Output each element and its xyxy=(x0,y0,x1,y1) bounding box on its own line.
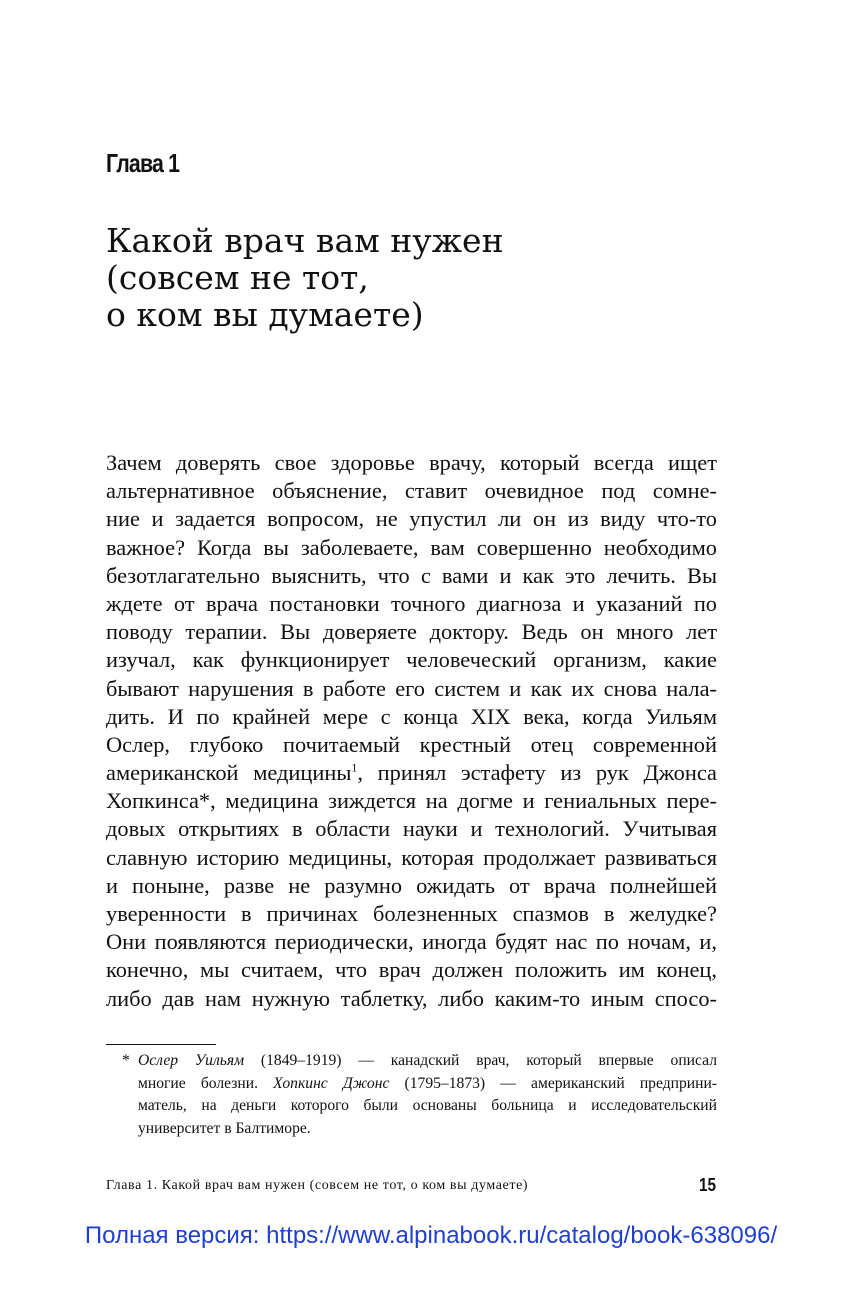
body-line: дить. И по крайней мере с конца XIX века, когда Уильям xyxy=(106,703,717,729)
footnote-line: университет в Балтиморе. xyxy=(138,1119,311,1137)
chapter-title-line: (совсем не тот, xyxy=(106,258,369,297)
footnote-text: (1795–1873) — американский предприни- xyxy=(389,1074,717,1092)
footnote xyxy=(106,1050,717,1140)
chapter-title-line: Какой врач вам нужен xyxy=(106,221,504,260)
body-line: Они появляются периодически, иногда будят нас по ночам, и, xyxy=(106,929,717,955)
chapter-title-line: о ком вы думаете) xyxy=(106,295,424,334)
body-line: Ослер, глубоко почитаемый крестный отец современной xyxy=(106,731,717,757)
body-line: поводу терапии. Вы доверяете доктору. Ведь он много лет xyxy=(106,619,717,645)
body-line: ние и задается вопросом, не упустил ли он из виду что-то xyxy=(106,506,717,532)
body-line: и поныне, разве не разумно ожидать от врача полнейшей xyxy=(106,872,717,898)
footnote-line: матель, на деньги которого были основаны больница и исследовательский xyxy=(138,1097,717,1114)
footnote-mark: * xyxy=(122,1052,130,1069)
body-paragraph xyxy=(106,449,717,1013)
body-line: довых открытиях в области науки и технологий. Учитывая xyxy=(106,816,717,842)
full-version-link[interactable]: Полная версия: https://www.alpinabook.ru/catalog/book-638096/ xyxy=(84,1222,778,1249)
body-text-fragment: американской медицины xyxy=(106,760,352,786)
body-line: либо дав нам нужную таблетку, либо каким-то иным спосо- xyxy=(106,985,717,1011)
body-line: уверенности в причинах болезненных спазмов в желудке? xyxy=(106,901,717,926)
footnote-line xyxy=(106,1073,717,1096)
footnote-text: многие болезни. xyxy=(138,1074,274,1092)
body-line: ждете от врача постановки точного диагноза и указаний по xyxy=(106,590,717,616)
chapter-title xyxy=(106,222,746,333)
body-line: Зачем доверять свое здоровье врачу, который всегда ищет xyxy=(106,450,717,475)
body-line: важное? Когда вы заболеваете, вам совершенно необходимо xyxy=(106,534,717,560)
footnote-divider xyxy=(106,1044,216,1045)
body-line: изучал, как функционирует человеческий организм, какие xyxy=(106,647,717,673)
footnote-person-name: Хопкинс Джонс xyxy=(273,1074,390,1092)
body-line: славную историю медицины, которая продолжает развиваться xyxy=(106,844,717,870)
body-line: Хопкинса*, медицина зиждется на догме и гениальных пере- xyxy=(106,788,717,814)
body-text-fragment: , принял эстафету из рук Джонса xyxy=(357,760,717,786)
page-number: 15 xyxy=(698,1175,716,1195)
footnote-line xyxy=(106,1050,717,1073)
chapter-label: Глава 1 xyxy=(106,148,180,178)
body-line: бывают нарушения в работе его систем и как их снова нала- xyxy=(106,675,717,701)
body-line: безотлагательно выяснить, что с вами и как это лечить. Вы xyxy=(106,562,717,588)
footnote-text: (1849–1919) — канадский врач, который впервые описал xyxy=(244,1052,717,1069)
body-line-with-ref xyxy=(106,759,717,787)
running-head: Глава 1. Какой врач вам нужен (совсем не тот, о ком вы думаете) xyxy=(106,1178,529,1193)
body-line: конечно, мы считаем, что врач должен положить им конец, xyxy=(106,957,717,983)
body-line: альтернативное объяснение, ставит очевидное под сомне- xyxy=(106,478,717,504)
footnote-person-name: Ослер Уильям xyxy=(138,1052,245,1069)
endnote-ref[interactable]: 1 xyxy=(351,760,358,775)
